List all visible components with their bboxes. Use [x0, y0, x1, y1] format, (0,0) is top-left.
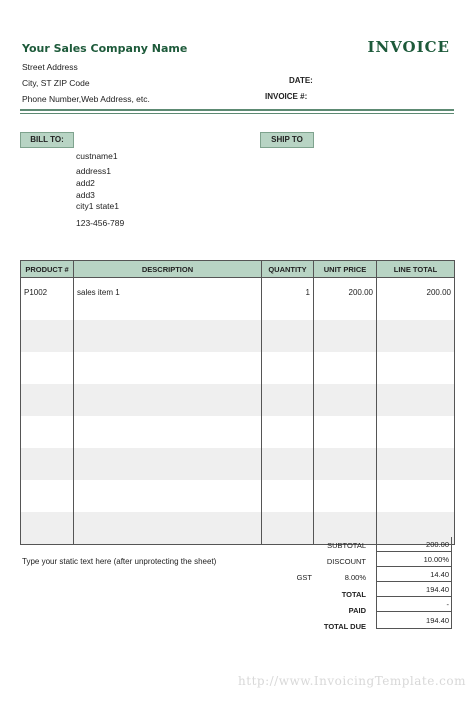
cell-line-total: [377, 480, 455, 512]
gst-value: 14.40: [376, 567, 452, 582]
cell-quantity[interactable]: 1: [262, 278, 314, 321]
cell-quantity[interactable]: [262, 320, 314, 352]
cell-unit-price[interactable]: 200.00: [314, 278, 377, 321]
cell-product[interactable]: [21, 416, 74, 448]
cell-description[interactable]: [74, 320, 262, 352]
company-city: City, ST ZIP Code: [22, 78, 90, 88]
cell-line-total: [377, 416, 455, 448]
ship-to-label: SHIP TO: [260, 132, 314, 148]
cell-unit-price[interactable]: [314, 320, 377, 352]
table-row: [21, 352, 455, 384]
cell-unit-price[interactable]: [314, 448, 377, 480]
discount-value[interactable]: 10.00%: [376, 552, 452, 567]
cell-unit-price[interactable]: [314, 384, 377, 416]
total-due-label: TOTAL DUE: [323, 622, 366, 631]
paid-value[interactable]: -: [376, 597, 452, 612]
cell-description[interactable]: [74, 352, 262, 384]
cell-product[interactable]: [21, 480, 74, 512]
discount-label: DISCOUNT: [326, 557, 366, 566]
col-header-description: DESCRIPTION: [74, 261, 262, 278]
cell-line-total: [377, 352, 455, 384]
company-contact: Phone Number,Web Address, etc.: [22, 94, 150, 104]
subtotal-label: SUBTOTAL: [327, 541, 366, 550]
cell-line-total: 200.00: [377, 278, 455, 321]
cell-product[interactable]: [21, 384, 74, 416]
cell-product[interactable]: [21, 320, 74, 352]
cell-line-total: [377, 320, 455, 352]
cell-quantity[interactable]: [262, 448, 314, 480]
cell-description[interactable]: [74, 448, 262, 480]
static-text-note[interactable]: Type your static text here (after unprotecting the sheet): [22, 557, 217, 566]
table-row: [21, 320, 455, 352]
cell-product[interactable]: P1002: [21, 278, 74, 321]
cell-description[interactable]: [74, 480, 262, 512]
company-street: Street Address: [22, 62, 78, 72]
bill-to-address3: add3: [76, 190, 95, 200]
paid-label: PAID: [348, 606, 366, 615]
cell-unit-price[interactable]: [314, 352, 377, 384]
col-header-quantity: QUANTITY: [262, 261, 314, 278]
cell-description[interactable]: sales item 1: [74, 278, 262, 321]
table-row: [21, 480, 455, 512]
table-row: [21, 384, 455, 416]
table-row: [21, 448, 455, 480]
gst-label: GST: [296, 573, 312, 582]
cell-product[interactable]: [21, 448, 74, 480]
header-divider: [20, 109, 454, 111]
cell-description[interactable]: [74, 416, 262, 448]
date-label: DATE:: [289, 76, 313, 85]
cell-quantity[interactable]: [262, 416, 314, 448]
cell-description[interactable]: [74, 512, 262, 545]
cell-line-total: [377, 384, 455, 416]
bill-to-name: custname1: [76, 151, 118, 161]
table-row: [21, 278, 455, 321]
bill-to-address1: address1: [76, 166, 111, 176]
cell-quantity[interactable]: [262, 384, 314, 416]
cell-unit-price[interactable]: [314, 480, 377, 512]
cell-description[interactable]: [74, 384, 262, 416]
table-row: [21, 416, 455, 448]
bill-to-phone: 123-456-789: [76, 218, 125, 228]
subtotal-value: 200.00: [376, 537, 452, 552]
bill-to-city-state: city1 state1: [76, 201, 119, 211]
total-value: 194.40: [376, 582, 452, 597]
total-label: TOTAL: [341, 590, 366, 599]
cell-unit-price[interactable]: [314, 512, 377, 545]
cell-quantity[interactable]: [262, 512, 314, 545]
total-due-value: 194.40: [376, 612, 452, 629]
gst-rate[interactable]: 8.00%: [344, 573, 366, 582]
bill-to-address2: add2: [76, 178, 95, 188]
company-name: Your Sales Company Name: [22, 42, 188, 55]
cell-unit-price[interactable]: [314, 416, 377, 448]
items-table: [20, 260, 455, 545]
col-header-line-total: LINE TOTAL: [377, 261, 455, 278]
items-header-row: [21, 261, 455, 278]
invoice-title: INVOICE: [367, 38, 450, 56]
cell-line-total: [377, 448, 455, 480]
invoice-number-label: INVOICE #:: [265, 92, 308, 101]
cell-quantity[interactable]: [262, 352, 314, 384]
cell-product[interactable]: [21, 352, 74, 384]
bill-to-label: BILL TO:: [20, 132, 74, 148]
header-divider-thin: [20, 113, 454, 114]
cell-quantity[interactable]: [262, 480, 314, 512]
watermark: http://www.InvoicingTemplate.com: [238, 674, 466, 688]
col-header-product: PRODUCT #: [21, 261, 74, 278]
col-header-unit-price: UNIT PRICE: [314, 261, 377, 278]
cell-product[interactable]: [21, 512, 74, 545]
